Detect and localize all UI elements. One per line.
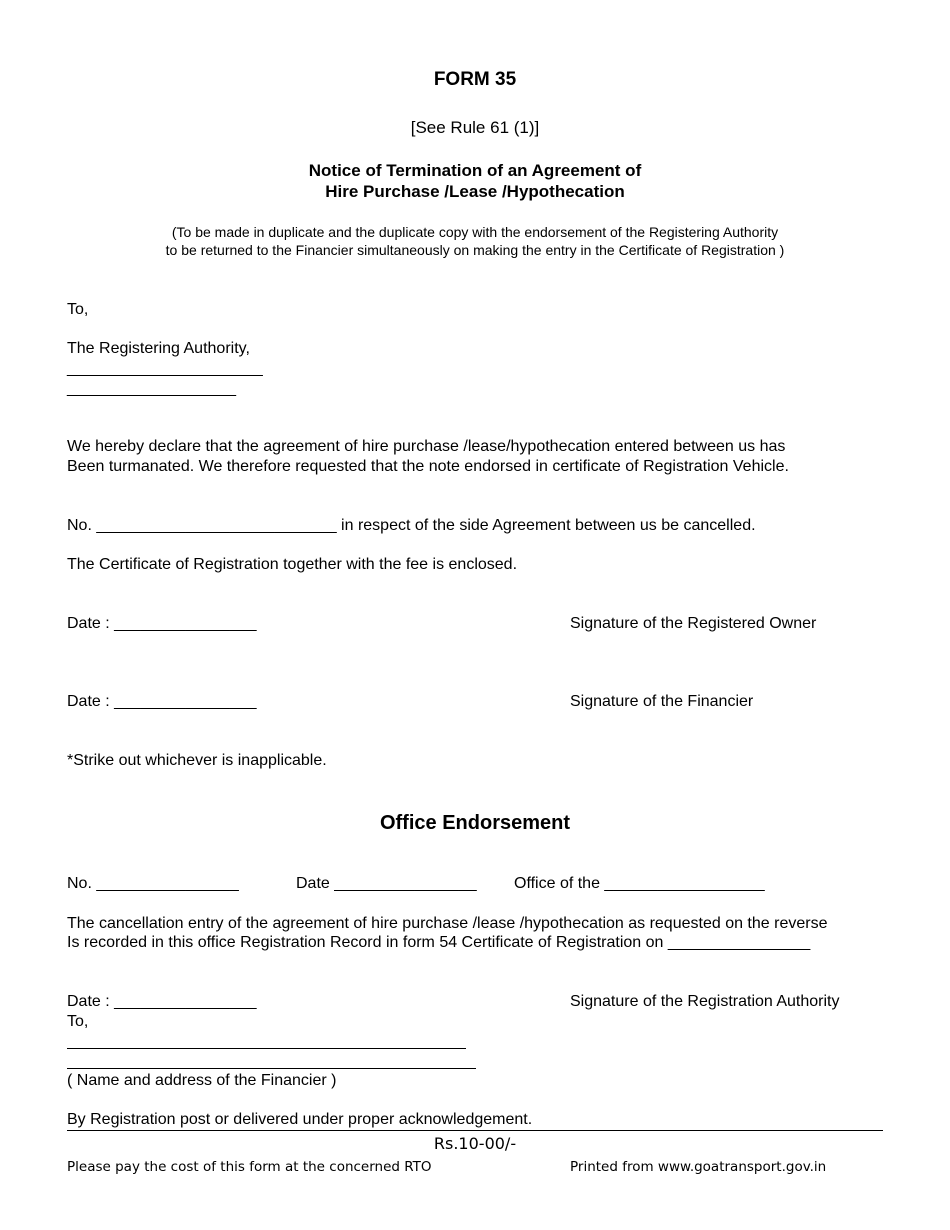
- endorsement-line-2: Is recorded in this office Registration Record in form 54 Certificate of Registration on ________________: [67, 934, 811, 951]
- to-label: To,: [67, 301, 89, 318]
- endorsement-to-label: To,: [67, 1013, 89, 1030]
- address-blank-1: ______________________: [67, 360, 263, 377]
- owner-signature-label: Signature of the Registered Owner: [570, 615, 817, 632]
- subject-line-2: Hire Purchase /Lease /Hypothecation: [325, 182, 625, 201]
- financier-address-line-1: [67, 1048, 466, 1049]
- subject-line-1: Notice of Termination of an Agreement of: [308, 161, 642, 180]
- declaration-line-2: Been turmanated. We therefore requested that the note endorsed in certificate of Registration Vehicle.: [67, 458, 789, 475]
- registering-authority: The Registering Authority,: [67, 340, 250, 357]
- form-title: FORM 35: [433, 69, 517, 90]
- endorsement-date-field: Date ________________: [296, 875, 477, 892]
- authority-signature-label: Signature of the Registration Authority: [570, 993, 840, 1010]
- financier-signature-label: Signature of the Financier: [570, 693, 754, 710]
- financier-name-note: ( Name and address of the Financier ): [67, 1072, 337, 1089]
- instruction-note-2: to be returned to the Financier simultaneously on making the entry in the Certificate of Registration ): [165, 242, 785, 258]
- instruction-note-1: (To be made in duplicate and the duplicate copy with the endorsement of the Registering Authority: [171, 224, 779, 240]
- office-of-field: Office of the __________________: [514, 875, 765, 892]
- declaration-line-1: We hereby declare that the agreement of hire purchase /lease/hypothecation entered between us has: [67, 438, 786, 455]
- enclosure-statement: The Certificate of Registration together with the fee is enclosed.: [67, 556, 518, 573]
- endorsement-no-field: No. ________________: [67, 875, 239, 892]
- agreement-number-line: No. ___________________________ in respect of the side Agreement between us be cancelled.: [67, 517, 756, 534]
- strike-out-note: *Strike out whichever is inapplicable.: [67, 752, 327, 769]
- form-price: Rs.10-00/-: [433, 1134, 517, 1153]
- printed-from-note: Printed from www.goatransport.gov.in: [570, 1159, 827, 1175]
- financier-address-line-2: [67, 1068, 476, 1069]
- authority-date-field: Date : ________________: [67, 993, 257, 1010]
- endorsement-heading: Office Endorsement: [379, 812, 571, 834]
- endorsement-line-1: The cancellation entry of the agreement of hire purchase /lease /hypothecation as requested on the reverse: [67, 915, 828, 932]
- financier-date-field: Date : ________________: [67, 693, 257, 710]
- address-blank-2: ___________________: [67, 380, 237, 397]
- owner-date-field: Date : ________________: [67, 615, 257, 632]
- payment-note: Please pay the cost of this form at the concerned RTO: [67, 1159, 432, 1175]
- footer-divider: [67, 1130, 883, 1131]
- post-delivery-note: By Registration post or delivered under proper acknowledgement.: [67, 1111, 533, 1128]
- rule-reference: [See Rule 61 (1)]: [410, 118, 540, 137]
